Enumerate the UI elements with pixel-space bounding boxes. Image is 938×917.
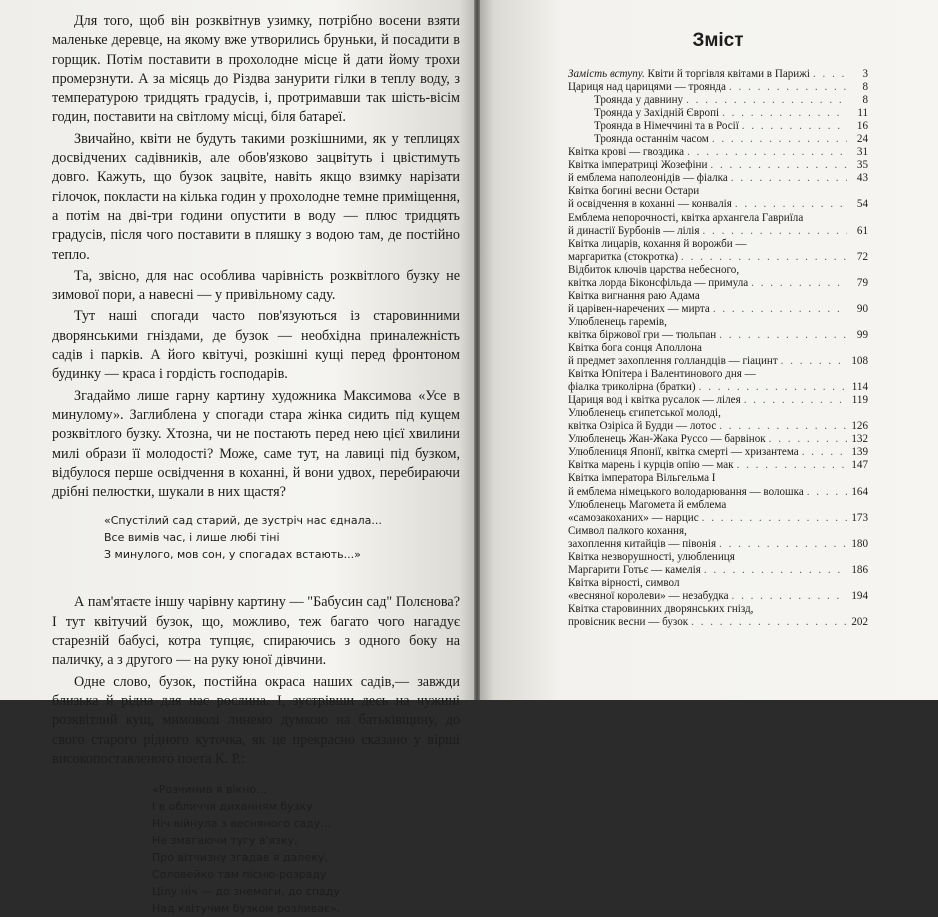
toc-entry-title: Квітка Юпітера і Валентинового дня — bbox=[568, 368, 756, 381]
toc-page-number: 99 bbox=[856, 328, 868, 341]
toc-leader-dots bbox=[699, 381, 847, 394]
toc-leader-dots bbox=[737, 459, 847, 472]
toc-entry-title: Троянда у давнину bbox=[594, 94, 684, 107]
toc-entry bbox=[568, 212, 868, 225]
toc-leader-dots bbox=[807, 486, 847, 499]
toc-leader-dots bbox=[719, 329, 847, 342]
toc-entry-title: фіалка триколірна (братки) bbox=[568, 381, 696, 394]
toc-entry bbox=[568, 538, 868, 551]
toc-leader-dots bbox=[704, 564, 847, 577]
toc-entry bbox=[568, 564, 868, 577]
toc-leader-dots bbox=[722, 107, 847, 120]
toc-entry-title: Квітка крові — гвоздика bbox=[568, 146, 685, 159]
toc-page-number: 147 bbox=[851, 459, 868, 472]
toc-leader-dots bbox=[742, 120, 847, 133]
verse-line: «Розчинив я вікно... bbox=[152, 783, 267, 797]
toc-entry-title: захоплення китайців — півонія bbox=[568, 537, 717, 550]
toc-page-number: 43 bbox=[856, 172, 868, 185]
toc-leader-dots bbox=[687, 146, 847, 159]
toc-entry-title: Символ палкого кохання, bbox=[568, 524, 687, 537]
toc-entry bbox=[568, 525, 868, 538]
toc-entry bbox=[568, 368, 868, 381]
verse-line: Ніч війнула з весняного саду... bbox=[152, 817, 331, 831]
toc-entry bbox=[568, 551, 868, 564]
right-page bbox=[480, 0, 938, 700]
toc-entry bbox=[568, 303, 868, 316]
toc-entry bbox=[568, 68, 868, 81]
toc-entry bbox=[568, 329, 868, 342]
toc-entry bbox=[568, 81, 868, 94]
toc-entry-title: й емблема німецького володарювання — волошка bbox=[568, 485, 804, 498]
toc-entry-title: Троянда у Західній Європі bbox=[594, 107, 720, 120]
toc-leader-dots bbox=[681, 251, 847, 264]
toc-leader-dots bbox=[713, 303, 847, 316]
verse-line: «Спустілий сад старий, де зустріч нас єднала... bbox=[104, 514, 382, 528]
toc-entry-title: «самозакоханих» — нарцис bbox=[568, 511, 699, 524]
toc-page-number: 8 bbox=[862, 94, 868, 107]
toc-page-number: 186 bbox=[851, 563, 868, 576]
toc-entry bbox=[568, 590, 868, 603]
verse-line: З минулого, мов сон, у спогадах встають...» bbox=[104, 548, 361, 562]
toc-entry bbox=[568, 251, 868, 264]
toc-page-number: 114 bbox=[851, 381, 868, 394]
toc-page-number: 79 bbox=[856, 276, 868, 289]
verse-line: І в обличчя диханням бузку bbox=[152, 800, 313, 814]
toc-entry bbox=[568, 290, 868, 303]
toc-page-number: 108 bbox=[851, 355, 868, 368]
toc-entry bbox=[568, 264, 868, 277]
verse-line: Цілу ніч — до знемоги, до спаду bbox=[152, 885, 340, 899]
toc-entry-title: Маргарити Готьє — камелія bbox=[568, 563, 701, 576]
toc-entry bbox=[568, 394, 868, 407]
toc-entry bbox=[568, 198, 868, 211]
verse-line: Не змагаючи тугу в'язку, bbox=[152, 834, 298, 848]
toc-entry-title: Улюблениця Японії, квітка смерті — хризантема bbox=[568, 446, 799, 459]
toc-entry-title: Квітка старовинних дворянських гнізд, bbox=[568, 602, 754, 615]
toc-page-number: 164 bbox=[851, 485, 868, 498]
toc-page-number: 8 bbox=[862, 81, 868, 94]
toc-page-number: 24 bbox=[856, 133, 868, 146]
toc-page-number: 180 bbox=[851, 537, 868, 550]
toc-page-number: 139 bbox=[851, 446, 868, 459]
toc-page-number: 90 bbox=[856, 302, 868, 315]
toc-page-number: 54 bbox=[856, 198, 868, 211]
toc-entry-title: Улюбленець гаремів, bbox=[568, 315, 667, 328]
toc-leader-dots bbox=[712, 133, 847, 146]
toc-leader-dots bbox=[702, 225, 847, 238]
poem-quote bbox=[152, 781, 460, 917]
toc-entry-title: «весняної королеви» — незабудка bbox=[568, 589, 729, 602]
toc-entry-title: провісник весни — бузок bbox=[568, 615, 689, 628]
toc-entry-title: Квітка марень і курців опію — мак bbox=[568, 459, 734, 472]
toc-entry bbox=[568, 499, 868, 512]
toc-leader-dots bbox=[729, 81, 847, 94]
toc-entry-title: Квітка богині весни Остари bbox=[568, 185, 700, 198]
toc-page-number: 3 bbox=[862, 68, 868, 80]
toc-entry-title: Улюбленець Магомета й емблема bbox=[568, 498, 727, 511]
toc-entry-title: Квітка лицарів, кохання й ворожби — bbox=[568, 237, 747, 250]
toc-entry bbox=[568, 472, 868, 485]
toc-entry-title: Відбиток ключів царства небесного, bbox=[568, 263, 740, 276]
poem-quote bbox=[104, 512, 460, 563]
toc-entry-title: й предмет захоплення голландців — гіацинт bbox=[568, 355, 778, 368]
toc-entry bbox=[568, 433, 868, 446]
toc-title: Зміст bbox=[692, 30, 744, 51]
body-paragraph: Згадаймо лише гарну картину художника Максимова «Усе в минулому». Заглиблена у спогади стара жінка сидить під кущем розквітлого бузку. Хтозна, чи не постають перед нею цієї хвилини милі образи її молодості? Може, саме тут, на лавиці під бузком, відбулося перше освідчення в коханні, й вони удвох, перебираючи дрібні пелюстки, шукали в них щастя? bbox=[52, 387, 460, 501]
toc-entry-title: квітка біржової гри — тюльпан bbox=[568, 328, 717, 341]
toc-entry bbox=[568, 407, 868, 420]
toc-leader-dots bbox=[710, 159, 847, 172]
toc-entry bbox=[568, 316, 868, 329]
toc-page-number: 61 bbox=[856, 224, 868, 237]
toc-leader-dots bbox=[719, 420, 847, 433]
toc-entry bbox=[568, 107, 868, 120]
verse-line: Над квітучим бузком розливає». bbox=[152, 902, 341, 916]
toc-entry-title: Емблема непорочності, квітка архангела Гавриїла bbox=[568, 211, 804, 224]
toc-leader-dots bbox=[686, 94, 847, 107]
toc-entry bbox=[568, 159, 868, 172]
toc-entry bbox=[568, 94, 868, 107]
toc-leader-dots bbox=[744, 394, 847, 407]
verse-line: Все вимів час, і лише любі тіні bbox=[104, 531, 280, 545]
toc-page-number: 126 bbox=[851, 420, 868, 433]
toc-page-number: 11 bbox=[857, 107, 868, 120]
toc-entry-title: й освідчення в коханні — конвалія bbox=[568, 198, 732, 211]
table-of-contents bbox=[568, 68, 868, 629]
toc-entry-title: Квітка вигнання раю Адама bbox=[568, 289, 700, 302]
toc-page-number: 194 bbox=[851, 589, 868, 602]
toc-leader-dots bbox=[735, 198, 847, 211]
toc-entry-title: Троянда останнім часом bbox=[594, 133, 709, 146]
toc-entry bbox=[568, 459, 868, 472]
toc-entry bbox=[568, 616, 868, 629]
body-paragraph: Тут наші спогади часто пов'язуються із старовинними дворянськими гніздами, де бузок — необхідна приналежність садів і парків. А його квітучі, розкішні кущі перед фронтоном будинку — краса і гордість господарів. bbox=[52, 308, 460, 383]
toc-entry bbox=[568, 172, 868, 185]
toc-leader-dots bbox=[691, 616, 847, 629]
body-paragraph: А пам'ятаєте іншу чарівну картину — "Бабусин сад" Полєнова? І тут квітучий бузок, що, можливо, теж багато чого нагадує старезній бабусі, котра тупцяє, спираючись з одного боку на паличку, а з другого — на руку юної дівчини. bbox=[52, 594, 460, 669]
toc-leader-dots bbox=[732, 590, 847, 603]
toc-leader-dots bbox=[769, 433, 847, 446]
toc-entry-title: Квітка імператора Вільгельма I bbox=[568, 472, 716, 485]
toc-leader-dots bbox=[702, 512, 847, 525]
body-paragraph: Для того, щоб він розквітнув узимку, потрібно восени взяти маленьке деревце, на якому вже утворились бруньки, й посадити в горщик. Потім поставити в прохолодне місце й дати йому трохи промерзнути. А за місяць до Різдва занурити гілки в теплу воду, з температурою тридцять градусів, і, протримавши так шість-вісім годин, поставити на світлому місці, біля батареї. bbox=[52, 13, 460, 126]
toc-entry bbox=[568, 512, 868, 525]
toc-entry-title: Квітка вірності, символ bbox=[568, 576, 680, 589]
toc-entry-title: й династії Бурбонів — лілія bbox=[568, 224, 700, 237]
toc-entry bbox=[568, 420, 868, 433]
toc-entry-title: Замість вступу. Квіти й торгівля квітами в Парижі bbox=[568, 68, 810, 80]
toc-page-number: 35 bbox=[856, 159, 868, 172]
toc-entry bbox=[568, 342, 868, 355]
body-paragraph: Одне слово, бузок, постійна окраса наших садів,— завжди близька й рідна для нас рослина. І, зустрівши десь на чужині розквітлий кущ, мимоволі линемо думкою на батьківщину, до свого старого рідного куточка, як це прекрасно сказано у вірші високопоставленого поета К. Р.: bbox=[52, 673, 460, 767]
toc-entry bbox=[568, 446, 868, 459]
toc-leader-dots bbox=[781, 355, 847, 368]
toc-entry bbox=[568, 577, 868, 590]
toc-entry bbox=[568, 185, 868, 198]
toc-page-number: 16 bbox=[856, 120, 868, 133]
toc-entry bbox=[568, 146, 868, 159]
toc-page-number: 119 bbox=[851, 394, 868, 407]
toc-leader-dots bbox=[719, 538, 847, 551]
verse-line: Соловейко там пісню-розраду bbox=[152, 868, 327, 882]
toc-entry bbox=[568, 225, 868, 238]
toc-entry bbox=[568, 120, 868, 133]
toc-entry bbox=[568, 238, 868, 251]
verse-line: Про вітчизну згадав я далеку, bbox=[152, 851, 328, 865]
toc-leader-dots bbox=[802, 446, 847, 459]
toc-entry-title: Улюбленець єгипетської молоді, bbox=[568, 407, 721, 420]
toc-entry-title: квітка лорда Біконсфільда — примула bbox=[568, 276, 749, 289]
toc-entry-title: Квітка імператриці Жозефіни bbox=[568, 159, 708, 172]
toc-entry bbox=[568, 603, 868, 616]
toc-page-number: 202 bbox=[851, 615, 868, 628]
toc-leader-dots bbox=[813, 68, 847, 81]
toc-entry-title: Улюбленець Жан-Жака Руссо — барвінок bbox=[568, 433, 766, 446]
toc-entry bbox=[568, 486, 868, 499]
toc-entry bbox=[568, 133, 868, 146]
toc-page-number: 31 bbox=[856, 146, 868, 159]
toc-page-number: 72 bbox=[856, 250, 868, 263]
toc-entry-title: маргаритка (стокротка) bbox=[568, 250, 679, 263]
toc-page-number: 132 bbox=[851, 433, 868, 446]
toc-leader-dots bbox=[731, 172, 847, 185]
toc-entry-title: Цариця вод і квітка русалок — лілея bbox=[568, 394, 741, 407]
toc-entry-title: Цариця над царицями — троянда bbox=[568, 81, 726, 94]
toc-entry-title: квітка Озіріса й Будди — лотос bbox=[568, 420, 717, 433]
body-paragraph: Та, звісно, для нас особлива чарівність розквітлого бузку не зимової пори, а навесні — у привільному саду. bbox=[52, 267, 460, 304]
toc-entry-title: й царівен-наречених — мирта bbox=[568, 302, 710, 315]
toc-page-number: 173 bbox=[851, 511, 868, 524]
body-paragraph: Звичайно, квіти не будуть такими розкішними, як у теплицях досвідчених садівників, але обов'язково зацвітуть і цвістимуть довго. Кажуть, що бузок зацвіте, навіть якщо взимку нарізати гілочок, покласти на кілька годин у прохолодне темне приміщення, а потім на дві-три години опустити в воду — плюс тридцять градусів, після чого поставити в пляшку з водою там, де постійно тепло. bbox=[52, 130, 460, 263]
toc-entry-title: Троянда в Німеччині та в Росії bbox=[594, 120, 739, 133]
toc-leader-dots bbox=[751, 277, 847, 290]
toc-entry bbox=[568, 381, 868, 394]
toc-entry-title: Квітка бога сонця Аполлона bbox=[568, 341, 702, 354]
toc-entry-title: Квітка незворушності, улюблениця bbox=[568, 550, 735, 563]
toc-entry-title: й емблема наполеонідів — фіалка bbox=[568, 172, 728, 185]
toc-entry bbox=[568, 355, 868, 368]
toc-entry bbox=[568, 277, 868, 290]
